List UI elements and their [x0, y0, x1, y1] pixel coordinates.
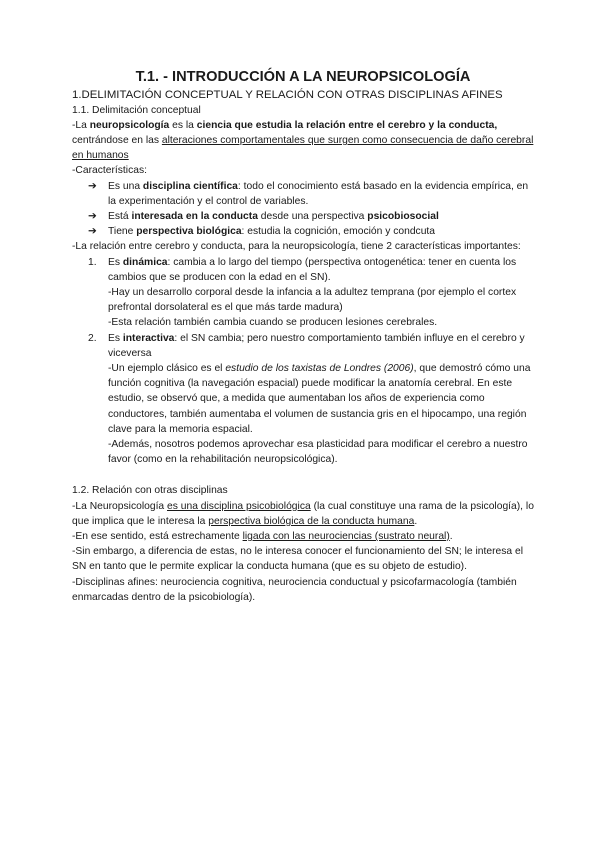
- subsection-heading: 1.2. Relación con otras disciplinas: [72, 485, 228, 497]
- list-item: 1. Es dinámica: cambia a lo largo del tiempo (perspectiva ontogenética: tener en cuenta los cambios que se producen con la edad en el SN). -Hay un desarrollo corporal desde la infancia a la adultez temprana (por ejemplo el cortex prefrontal dorsolateral es el que más tarde madura) -Esta relación también cambia cuando se producen lesiones cerebrales.: [88, 256, 517, 329]
- arrow-right-icon: ➔: [88, 226, 97, 238]
- characteristics-list: [72, 179, 534, 240]
- relation-intro: -La relación entre cerebro y conducta, para la neuropsicología, tiene 2 características importantes:: [72, 241, 521, 253]
- paragraph: -En ese sentido, está estrechamente ligada con las neurociencias (sustrato neural).: [72, 531, 453, 543]
- paragraph: -Sin embargo, a diferencia de estas, no le interesa conocer el funcionamiento del SN; le interesa el SN en tanto que le permite explicar la conducta humana (que es su objeto de estudio).: [72, 546, 524, 573]
- arrow-right-icon: ➔: [88, 180, 97, 192]
- list-item: 2. Es interactiva: el SN cambia; pero nuestro comportamiento también influye en el cerebro y viceversa -Un ejemplo clásico es el estudio de los taxistas de Londres (2006), que demostró cómo una función cognitiva (la navegación espacial) puede modificar la anatomía cerebral. En este estudio, se observó que, a medida que aumentaban los años de experiencia como conductores, también aumentaba el volumen de sustancia gris en el hipocampo, una región clave para la memoria espacial. -Además, nosotros podemos aprovechar esa plasticidad para modificar el cerebro a nuestro favor (como en la rehabilitación neuropsicológica).: [88, 332, 531, 466]
- document-title: T.1. - INTRODUCCIÓN A LA NEUROPSICOLOGÍA: [135, 69, 471, 85]
- document-page: [72, 68, 534, 605]
- paragraph: -Disciplinas afines: neurociencia cognitiva, neurociencia conductual y psicofarmacología (también enmarcadas dentro de la psicobiología).: [72, 576, 517, 603]
- list-item: ➔ Está interesada en la conducta desde una perspectiva psicobiosocial: [72, 209, 534, 224]
- section-heading: 1.DELIMITACIÓN CONCEPTUAL Y RELACIÓN CON OTRAS DISCIPLINAS AFINES: [72, 89, 503, 101]
- relation-list: [72, 255, 534, 468]
- list-item: ➔ Tiene perspectiva biológica: estudia la cognición, emoción y condcuta: [72, 224, 534, 239]
- arrow-right-icon: ➔: [88, 211, 97, 223]
- list-item: ➔ Es una disciplina científica: todo el conocimiento está basado en la evidencia empírica, en la experimentación y el control de variables.: [88, 180, 529, 207]
- definition-paragraph: -La neuropsicología es la ciencia que estudia la relación entre el cerebro y la conducta, centrándose en las alteraciones comportamentales que surgen como consecuencia de daño cerebral en humanos: [72, 119, 534, 162]
- characteristics-label: -Características:: [72, 165, 147, 177]
- paragraph: -La Neuropsicología es una disciplina psicobiológica (la cual constituye una rama de la psicología), lo que implica que le interesa la perspectiva biológica de la conducta humana.: [72, 500, 534, 527]
- subsection-heading: 1.1. Delimitación conceptual: [72, 104, 201, 116]
